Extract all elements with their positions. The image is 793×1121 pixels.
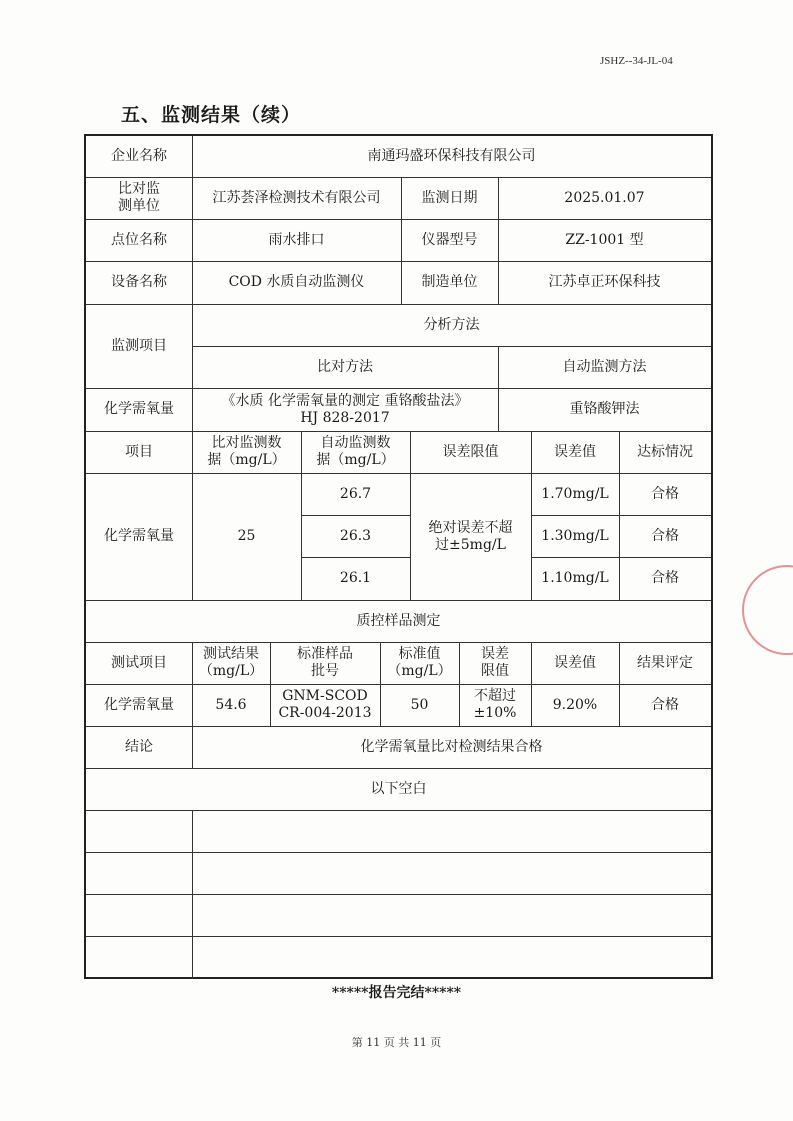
auto-value-3: 26.1	[339, 570, 372, 586]
qc-batch-line1: GNM-SCOD	[282, 688, 368, 704]
compare-limit-line1: 绝对误差不超	[428, 519, 513, 536]
cod-compare-method-line1: 《水质 化学需氧量的测定 重铬酸盐法》	[221, 392, 469, 409]
qc-header-result-line2: （mg/L）	[198, 663, 264, 679]
qc-eval: 合格	[651, 696, 679, 713]
error-value-3: 1.10mg/L	[541, 570, 609, 586]
qc-header-std	[380, 642, 459, 684]
compare-limit-line2: 过±5mg/L	[435, 536, 506, 553]
qc-item: 化学需氧量	[104, 696, 174, 713]
compare-unit-value: 江苏荟泽检测技术有限公司	[212, 189, 381, 206]
qc-batch-line2: CR-004-2013	[278, 705, 372, 721]
header-compare-data-line2: 据（mg/L）	[207, 452, 286, 468]
rule	[86, 810, 711, 811]
enterprise-value: 南通玛盛环保科技有限公司	[367, 148, 536, 164]
point-value: 雨水排口	[268, 231, 325, 248]
qc-header-error: 误差值	[554, 654, 596, 671]
header-auto-data-line1: 自动监测数	[320, 435, 391, 451]
page-number: 第 11 页 共 11 页	[351, 1036, 442, 1049]
qc-limit-line1: 不超过	[474, 688, 516, 704]
maker-label: 制造单位	[421, 274, 478, 290]
analysis-method-header: 分析方法	[423, 316, 480, 333]
qc-std: 50	[410, 696, 429, 713]
compare-value: 25	[237, 528, 256, 544]
qc-result: 54.6	[215, 696, 247, 713]
compare-unit-label-line2: 测单位	[118, 198, 160, 214]
auto-value-1: 26.7	[339, 485, 372, 502]
compare-unit-label-line1: 比对监	[118, 181, 160, 197]
qc-header-batch-line1: 标准样品	[297, 646, 353, 662]
cod-label: 化学需氧量	[104, 401, 174, 417]
compare-unit-label	[86, 177, 192, 219]
header-status: 达标情况	[637, 443, 693, 460]
report-end-mark: *****报告完结*****	[331, 985, 462, 1001]
rule	[86, 936, 711, 937]
compare-item: 化学需氧量	[104, 528, 174, 544]
qc-header-item: 测试项目	[111, 654, 167, 671]
header-limit: 误差限值	[442, 443, 499, 460]
qc-header-std-line1: 标准值	[398, 646, 441, 662]
auto-value-2: 26.3	[339, 527, 372, 544]
status-value-1: 合格	[651, 485, 679, 502]
document-code: JSHZ--34-JL-04	[600, 55, 673, 67]
conclusion-label: 结论	[125, 738, 153, 755]
compare-method-header: 比对方法	[317, 358, 373, 375]
header-item: 项目	[125, 443, 153, 460]
instrument-model-value: ZZ-1001 型	[565, 231, 644, 248]
qc-header-std-line2: （mg/L）	[387, 663, 452, 679]
enterprise-label: 企业名称	[111, 148, 167, 164]
qc-header-batch	[270, 642, 380, 684]
qc-header-batch-line2: 批号	[311, 663, 339, 679]
status-value-2: 合格	[651, 527, 679, 544]
results-table	[84, 134, 713, 979]
rule	[86, 852, 711, 853]
red-seal-stamp	[742, 565, 793, 655]
qc-header-limit-line1: 误差	[481, 646, 509, 662]
qc-batch	[270, 684, 380, 726]
error-value-1: 1.70mg/L	[541, 485, 609, 502]
item-label: 监测项目	[111, 337, 167, 354]
maker-value: 江苏卓正环保科技	[548, 274, 661, 290]
device-label: 设备名称	[111, 274, 167, 290]
qc-header-limit	[459, 642, 531, 684]
header-auto-data	[301, 431, 410, 473]
qc-header-result-line1: 测试结果	[203, 646, 259, 662]
cod-auto-method: 重铬酸钾法	[569, 401, 640, 417]
header-auto-data-line2: 据（mg/L）	[316, 452, 395, 468]
header-error: 误差值	[554, 443, 596, 460]
cod-compare-method	[192, 388, 498, 431]
blank-note: 以下空白	[370, 780, 427, 797]
device-value: COD 水质自动监测仪	[228, 274, 365, 290]
header-compare-data-line1: 比对监测数	[211, 435, 282, 451]
cod-compare-method-line2: HJ 828-2017	[300, 409, 390, 426]
rule	[192, 810, 193, 979]
instrument-model-label: 仪器型号	[421, 231, 478, 248]
conclusion-value: 化学需氧量比对检测结果合格	[360, 738, 543, 755]
point-label: 点位名称	[111, 231, 167, 248]
monitor-date-value: 2025.01.07	[564, 189, 645, 206]
section-title: 五、监测结果（续）	[121, 104, 302, 126]
qc-header-eval: 结果评定	[637, 654, 693, 671]
compare-limit	[410, 473, 531, 600]
status-value-3: 合格	[651, 570, 679, 586]
rule	[86, 894, 711, 895]
qc-error: 9.20%	[552, 696, 598, 713]
qc-limit-line2: ±10%	[473, 705, 517, 721]
monitor-date-label: 监测日期	[421, 189, 478, 206]
qc-header-limit-line2: 限值	[481, 663, 509, 679]
header-compare-data	[192, 431, 301, 473]
qc-limit	[459, 684, 531, 726]
auto-method-header: 自动监测方法	[562, 358, 647, 375]
error-value-2: 1.30mg/L	[541, 527, 609, 544]
qc-title: 质控样品测定	[356, 612, 441, 629]
qc-header-result	[192, 642, 270, 684]
